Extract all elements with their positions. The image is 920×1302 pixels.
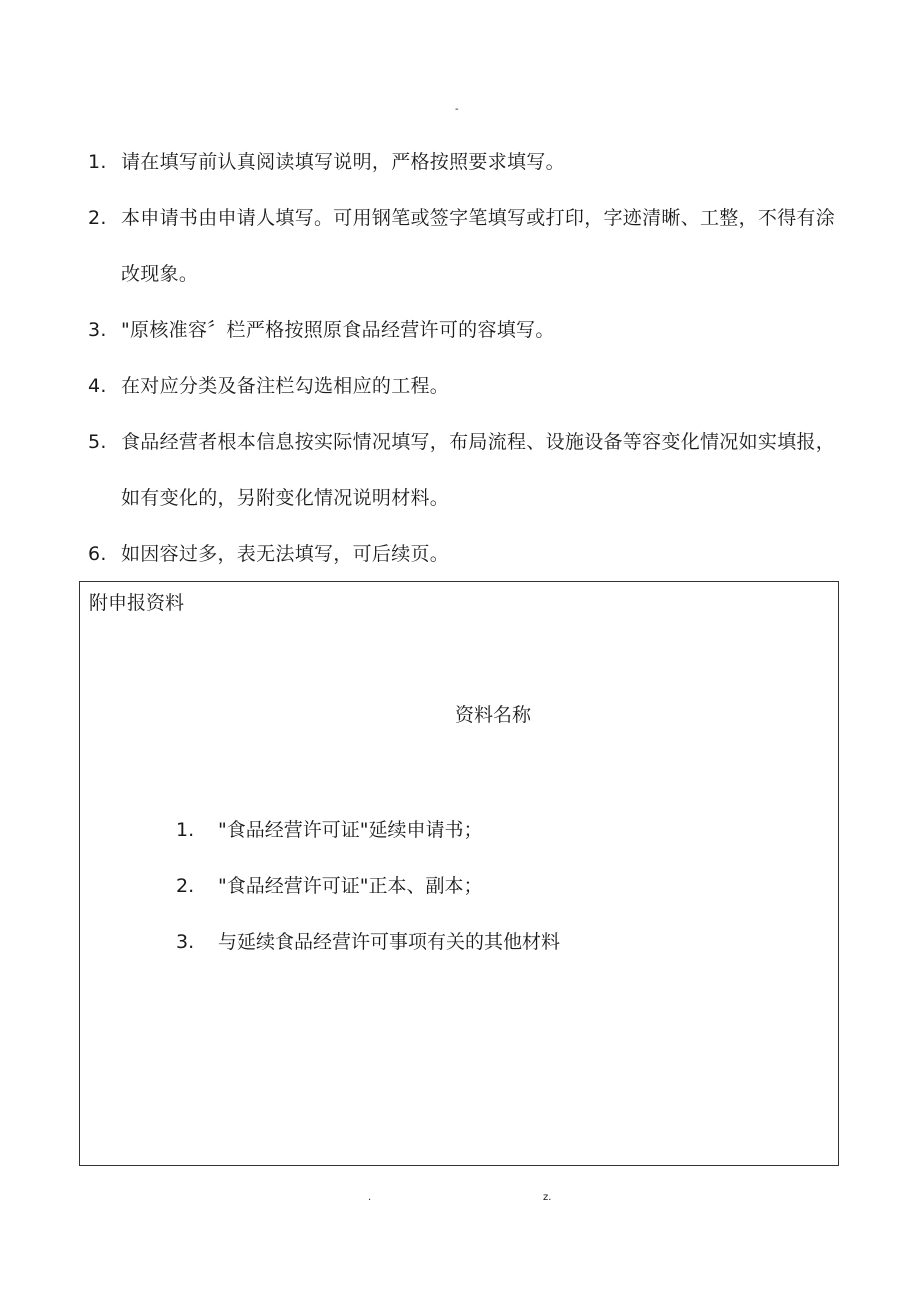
instruction-number: 5. — [88, 431, 107, 453]
instruction-item — [88, 358, 848, 414]
instruction-number: 3. — [88, 319, 107, 341]
footer-left-mark: . — [368, 1192, 372, 1203]
material-number: 3. — [176, 931, 195, 953]
instruction-item — [88, 302, 848, 358]
instruction-item — [88, 190, 848, 302]
material-item — [176, 858, 776, 914]
material-item — [176, 802, 776, 858]
instruction-list — [88, 134, 848, 582]
instruction-text: 食品经营者根本信息按实际情况填写，布局流程、设施设备等容变化情况如实填报，如有变化的，另附变化情况说明材料。 — [121, 431, 836, 509]
instruction-text: "原核准容〞栏严格按照原食品经营许可的容填写。 — [121, 319, 555, 341]
header-mark: - — [455, 104, 459, 115]
materials-box-title: 附申报资料 — [89, 592, 185, 614]
material-text: "食品经营许可证"延续申请书； — [218, 819, 483, 841]
instruction-number: 2. — [88, 207, 107, 229]
instruction-item — [88, 526, 848, 582]
instruction-text: 如因容过多，表无法填写，可后续页。 — [121, 543, 450, 565]
instruction-item — [88, 134, 848, 190]
material-item — [176, 914, 776, 970]
material-number: 1. — [176, 819, 195, 841]
materials-list — [176, 802, 776, 970]
instruction-number: 6. — [88, 543, 107, 565]
instruction-number: 4. — [88, 375, 107, 397]
material-text: "食品经营许可证"正本、副本； — [218, 875, 483, 897]
instruction-item — [88, 414, 848, 526]
materials-box — [79, 581, 839, 1166]
instruction-text: 在对应分类及备注栏勾选相应的工程。 — [121, 375, 450, 397]
material-number: 2. — [176, 875, 195, 897]
instruction-number: 1. — [88, 151, 107, 173]
instruction-text: 请在填写前认真阅读填写说明，严格按照要求填写。 — [121, 151, 565, 173]
footer-right-mark: z. — [543, 1192, 552, 1203]
instruction-text: 本申请书由申请人填写。可用钢笔或签字笔填写或打印，字迹清晰、工整，不得有涂改现象。 — [121, 207, 836, 285]
material-text: 与延续食品经营许可事项有关的其他材料 — [218, 931, 561, 953]
materials-heading: 资料名称 — [454, 704, 531, 726]
